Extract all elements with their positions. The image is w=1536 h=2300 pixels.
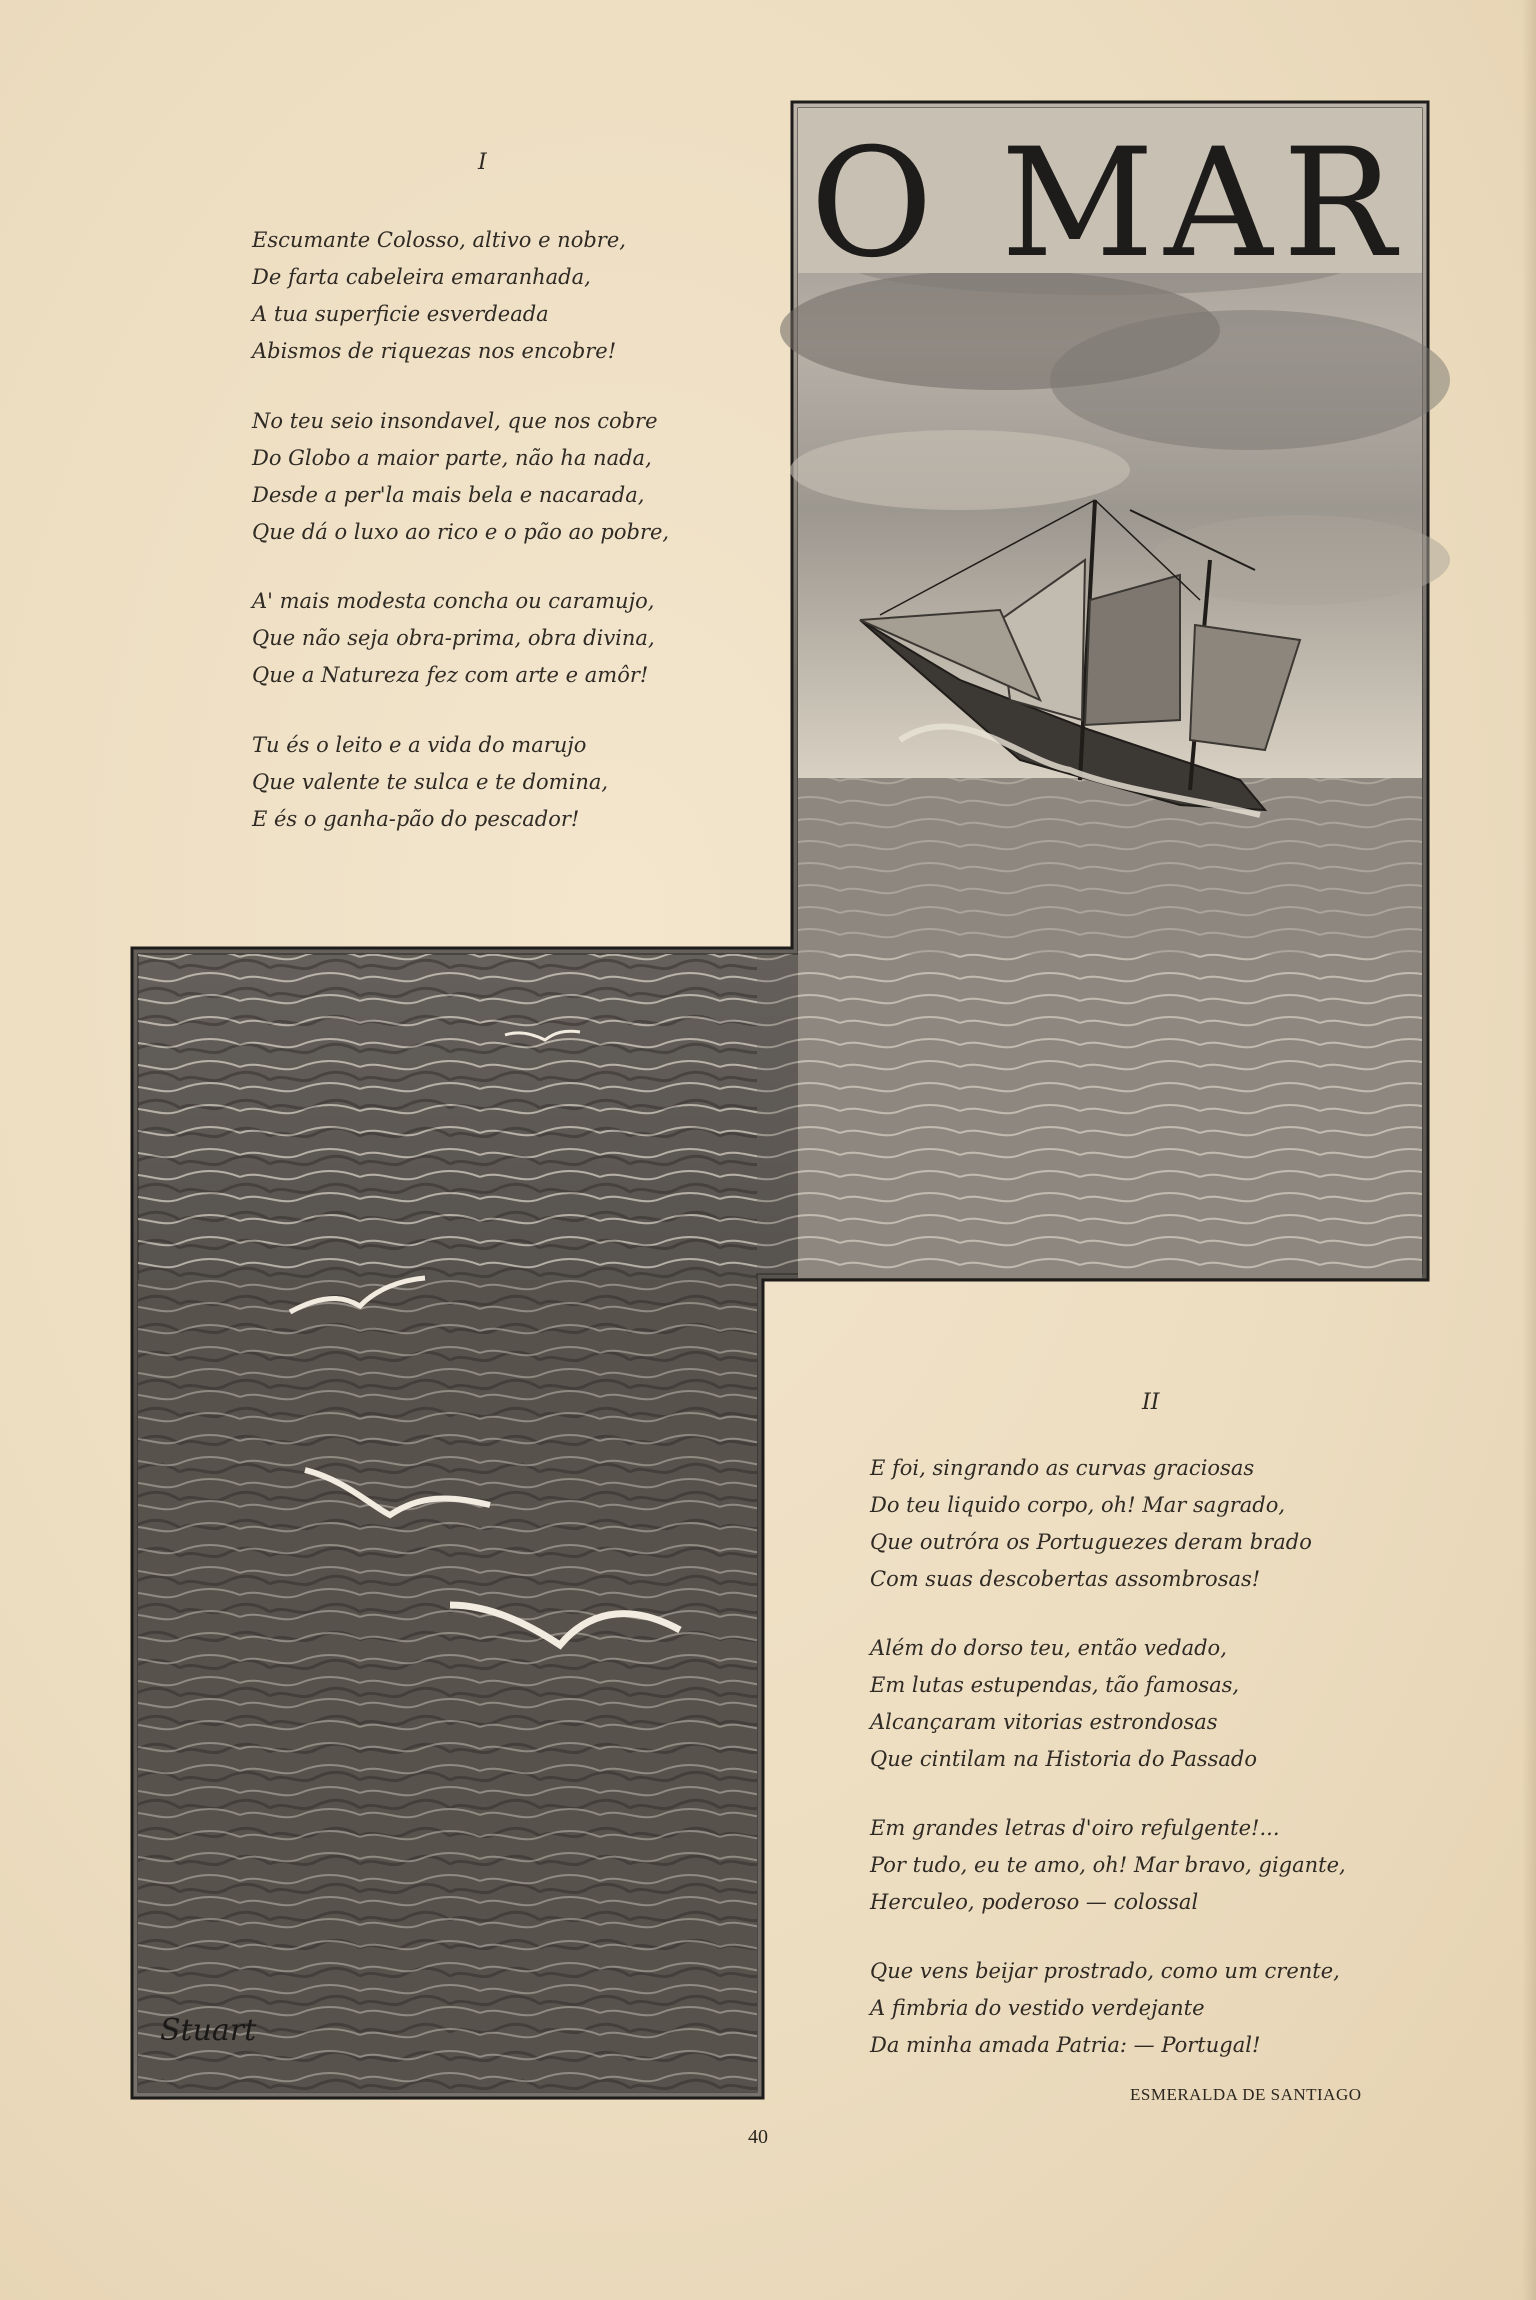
verse-line: Da minha amada Patria: — Portugal! (870, 2033, 1261, 2057)
verse-line: Que outróra os Portuguezes deram brado (870, 1530, 1312, 1554)
verse-line: Tu és o leito e a vida do marujo (252, 733, 587, 757)
verse-line: Que valente te sulca e te domina, (252, 770, 609, 794)
verse-line: Herculeo, poderoso — colossal (870, 1890, 1199, 1914)
page-number: 40 (748, 2126, 768, 2148)
verse-line: Do Globo a maior parte, não ha nada, (252, 446, 652, 470)
verse-line: Que dá o luxo ao rico e o pão ao pobre, (252, 520, 670, 544)
verse-line: A fimbria do vestido verdejante (870, 1996, 1205, 2020)
author-signature: ESMERALDA DE SANTIAGO (1130, 2085, 1362, 2104)
verse-line: Que não seja obra-prima, obra divina, (252, 626, 655, 650)
verse-line: Por tudo, eu te amo, oh! Mar bravo, gigante, (870, 1853, 1346, 1877)
section-one-stanza-1 (252, 222, 626, 370)
verse-line: Que vens beijar prostrado, como um crente, (870, 1959, 1340, 1983)
section-two-stanza-3 (870, 1810, 1346, 1921)
verse-line: Do teu liquido corpo, oh! Mar sagrado, (870, 1493, 1286, 1517)
section-one-stanza-3 (252, 583, 655, 694)
verse-line: Além do dorso teu, então vedado, (870, 1636, 1227, 1660)
verse-line: A tua superficie esverdeada (252, 302, 549, 326)
verse-line: Em grandes letras d'oiro refulgente!... (870, 1816, 1280, 1840)
section-one-numeral: I (478, 150, 487, 175)
section-one-stanza-2 (252, 403, 669, 551)
section-two-stanza-2 (870, 1630, 1257, 1778)
artist-signature: Stuart (160, 2013, 257, 2048)
verse-line: E és o ganha-pão do pescador! (252, 807, 580, 831)
title-heading: O MAR (810, 117, 1406, 291)
verse-line: Escumante Colosso, altivo e nobre, (252, 228, 626, 252)
verse-line: No teu seio insondavel, que nos cobre (252, 409, 658, 433)
section-two-numeral: II (1142, 1390, 1160, 1415)
verse-line: A' mais modesta concha ou caramujo, (252, 589, 655, 613)
verse-line: E foi, singrando as curvas graciosas (870, 1456, 1255, 1480)
verse-line: De farta cabeleira emaranhada, (252, 265, 591, 289)
section-two-stanza-4 (870, 1953, 1340, 2064)
verse-line: Desde a per'la mais bela e nacarada, (252, 483, 645, 507)
verse-line: Abismos de riquezas nos encobre! (252, 339, 617, 363)
section-two-stanza-1 (870, 1450, 1312, 1598)
verse-line: Alcançaram vitorias estrondosas (870, 1710, 1218, 1734)
section-one-stanza-4 (252, 727, 608, 838)
verse-line: Em lutas estupendas, tão famosas, (870, 1673, 1240, 1697)
verse-line: Que cintilam na Historia do Passado (870, 1747, 1258, 1771)
verse-line: Que a Natureza fez com arte e amôr! (252, 663, 649, 687)
verse-line: Com suas descobertas assombrosas! (870, 1567, 1261, 1591)
